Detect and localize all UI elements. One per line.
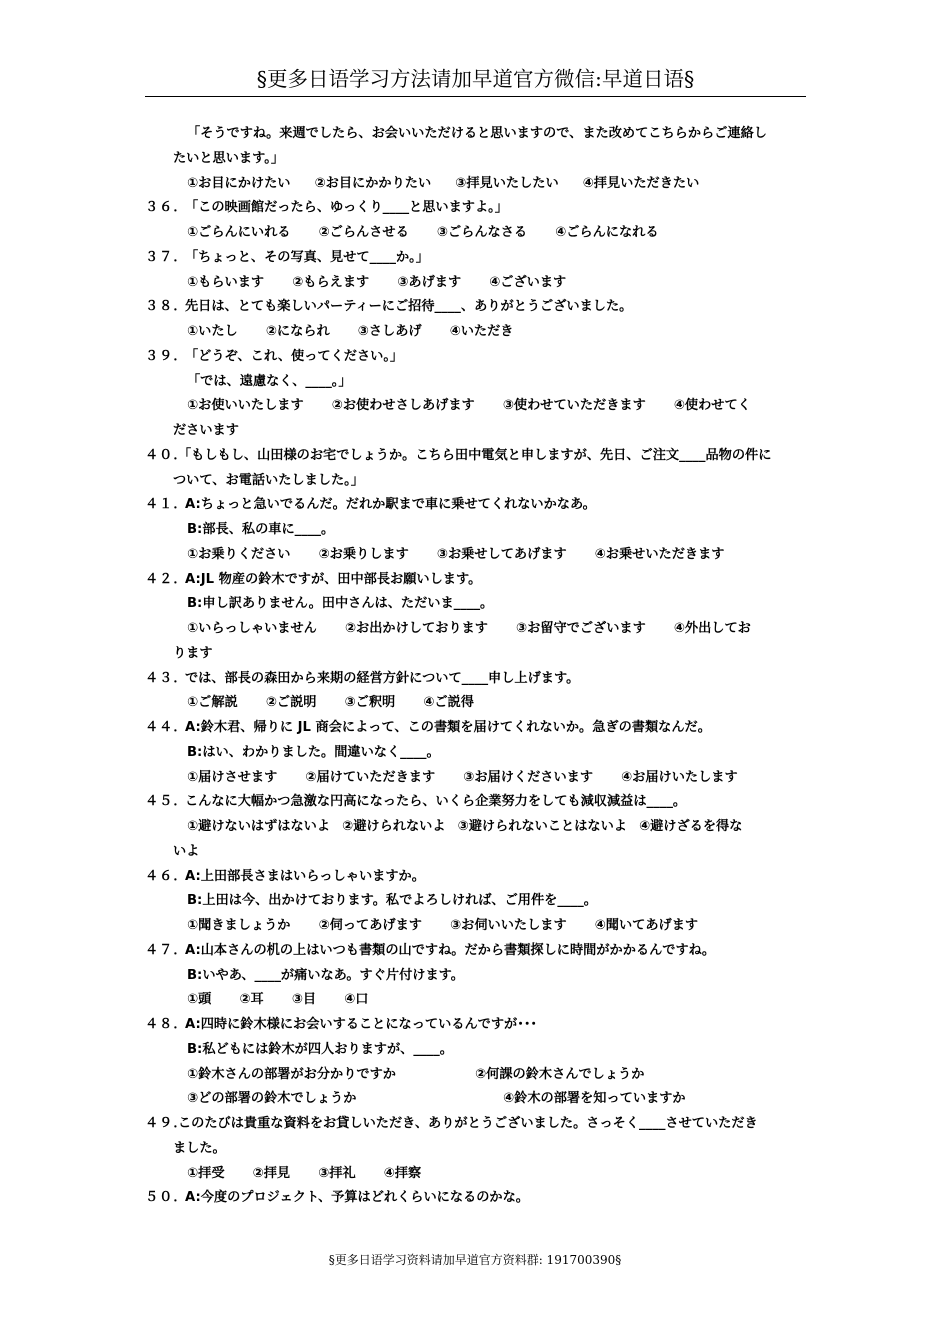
page-header: §更多日语学习方法请加早道官方微信:早道日语§ (256, 67, 695, 91)
q47-dialog: B:いやあ、____が痛いなあ。すぐ片付けます。 (187, 967, 464, 983)
option: ④避けざるを得な (638, 819, 743, 834)
q43-stem (145, 667, 810, 692)
question-number: ４８． (145, 1017, 188, 1032)
q47-stem (145, 939, 810, 964)
question-text: A:今度のプロジェクト、予算はどれくらいになるのかな。 (185, 1190, 529, 1206)
option: ①頭 (187, 992, 212, 1008)
option: ③お届けくださいます (463, 769, 594, 785)
q37-options (145, 271, 810, 296)
option: ①避けないはずはないよ (187, 819, 331, 834)
q41-stem (145, 493, 810, 518)
option: ④外出してお (673, 621, 751, 636)
option: ②お使わせさしあげます (331, 398, 475, 414)
question-list (145, 122, 810, 1211)
option: ④口 (344, 992, 369, 1008)
q41-dialog: B:部長、私の車に____。 (187, 522, 335, 537)
question-number: ４４． (145, 720, 188, 735)
q48-dialog: B:私どもには鈴木が四人おりますが、____。 (187, 1041, 453, 1057)
option: ②ご説明 (265, 695, 317, 711)
question-text: A:上田部長さまはいらっしゃいますか。 (185, 868, 425, 884)
option: ③避けられないことはないよ (457, 819, 627, 834)
q42-options-wrap: ります (173, 645, 213, 661)
q49-stem (145, 1112, 810, 1137)
q44-stem (145, 716, 810, 741)
q35-options (145, 172, 810, 197)
q49-wrap: ました。 (173, 1140, 226, 1156)
option: ④拝見いただきたい (582, 175, 700, 191)
q41-options (145, 543, 810, 568)
q45-options-wrap: いよ (173, 843, 200, 859)
option: ①お目にかけたい (187, 175, 291, 191)
option: ①お使いいたします (187, 398, 304, 414)
question-text: A:四時に鈴木様にお会いすることになっているんですが･･･ (185, 1017, 538, 1032)
option: ③どの部署の鈴木でしょうか (187, 1091, 357, 1107)
q35-dialog-wrap: たいと思います。」 (173, 150, 285, 166)
option: ③拝礼 (318, 1165, 356, 1181)
question-text: 「どうぞ、これ、使ってください。」 (185, 348, 404, 364)
q49-options (145, 1162, 810, 1187)
question-number: ４６． (145, 868, 188, 884)
q39-options (145, 394, 810, 419)
q43-options (145, 691, 810, 716)
q40-wrap: ついて、お電話いたしました。」 (173, 472, 364, 488)
option: ②お出かけしております (344, 621, 488, 636)
question-number: ４２． (145, 571, 188, 587)
option: ③お乗せしてあげます (436, 546, 567, 562)
question-text: 先日は、とても楽しいパーティーにご招待____、ありがとうございました。 (185, 299, 633, 315)
option: ②お目にかかりたい (314, 175, 432, 191)
option: ②届けていただきます (305, 769, 436, 785)
q37-stem (145, 246, 810, 271)
q40-stem (145, 444, 810, 469)
question-text: A:鈴木君、帰りに JL 商会によって、この書類を届けてくれないか。急ぎの書類なんだ。 (185, 720, 711, 735)
option: ①届けさせます (187, 769, 278, 785)
option: ①いらっしゃいません (187, 621, 317, 636)
header-divider (145, 96, 806, 97)
option: ③お伺いいたします (449, 918, 567, 933)
question-number: ３７． (145, 249, 188, 265)
option: ④聞いてあげます (594, 918, 699, 933)
q46-dialog: B:上田は今、出かけております。私でよろしければ、ご用件を____。 (187, 893, 597, 909)
q50-stem (145, 1186, 810, 1211)
q45-stem (145, 790, 810, 815)
option: ①聞きましょうか (187, 918, 291, 933)
option: ①鈴木さんの部署がお分かりですか (187, 1066, 396, 1082)
option: ④お乗せいただきます (594, 546, 725, 562)
option: ④お届けいたします (621, 769, 738, 785)
option: ③さしあげ (357, 324, 422, 339)
question-text: では、部長の森田から来期の経営方針について____申し上げます。 (185, 670, 580, 686)
question-text: 「この映画館だったら、ゆっくり____と思いますよ。」 (185, 200, 508, 216)
option: ④使わせてく (673, 398, 751, 414)
q48-options-row1 (145, 1063, 810, 1088)
question-number: ４９． (145, 1116, 188, 1131)
question-text: 「ちょっと、その写真、見せて____か。」 (185, 249, 429, 265)
q42-dialog: B:申し訳ありません。田中さんは、ただいま____。 (187, 596, 494, 612)
option: ④拝察 (383, 1165, 422, 1181)
page-footer: §更多日语学习资料请加早道官方资料群: 191700390§ (328, 1253, 622, 1267)
option: ②耳 (239, 992, 264, 1008)
q46-stem (145, 865, 810, 890)
question-text: 「もしもし、山田様のお宅でしょうか。こちら田中電気と申しますが、先日、ご注文____品物の件に (178, 447, 772, 463)
option: ①もらいます (187, 274, 265, 290)
option: ③ご釈明 (344, 695, 396, 711)
question-number: ３６． (145, 200, 188, 216)
option: ②ごらんさせる (318, 225, 409, 240)
q48-options-row2 (145, 1087, 810, 1112)
option: ③使わせていただきます (502, 398, 646, 414)
q45-options (145, 815, 810, 840)
q39-stem (145, 345, 810, 370)
q47-options (145, 988, 810, 1013)
option: ②もらえます (292, 274, 370, 290)
option: ③あげます (397, 274, 462, 290)
q46-options (145, 914, 810, 939)
q42-stem (145, 568, 810, 593)
q35-dialog-line: 「そうですね。来週でしたら、お会いいただけると思いますので、また改めてこちらからご連絡し (187, 126, 767, 141)
question-text: このたびは貴重な資料をお貸しいただき、ありがとうございました。さっそく____させていただき (178, 1116, 758, 1131)
option: ②になられ (265, 324, 330, 339)
option: ③目 (291, 992, 317, 1008)
option: ③拝見いたしたい (455, 175, 559, 191)
question-number: ３９． (145, 348, 188, 364)
q44-options (145, 766, 810, 791)
q36-options (145, 221, 810, 246)
option: ③ごらんなさる (436, 225, 528, 240)
q42-options (145, 617, 810, 642)
option: ④鈴木の部署を知っていますか (503, 1091, 686, 1107)
option: ①拝受 (187, 1165, 225, 1181)
option: ①ごらんにいれる (187, 225, 291, 240)
question-number: ４７． (145, 942, 188, 958)
question-number: ５０． (145, 1190, 188, 1206)
q44-dialog: B:はい、わかりました。間違いなく____。 (187, 744, 440, 760)
q38-stem (145, 295, 810, 320)
q39-options-wrap: ださいます (173, 423, 239, 438)
question-number: ４１． (145, 497, 188, 513)
q36-stem (145, 196, 810, 221)
option: ④ございます (489, 274, 567, 290)
question-number: ３８． (145, 299, 188, 315)
question-text: A:JL 物産の鈴木ですが、田中部長お願いします。 (185, 571, 482, 587)
option: ②避けられないよ (342, 819, 446, 834)
option: ②お乗りします (318, 546, 409, 562)
option: ②何課の鈴木さんでしょうか (475, 1066, 645, 1082)
question-text: A:ちょっと急いでるんだ。だれか駅まで車に乗せてくれないかなあ。 (185, 497, 596, 513)
q38-options (145, 320, 810, 345)
option: ④ご説得 (423, 695, 474, 711)
option: ②拝見 (252, 1165, 291, 1181)
question-text: A:山本さんの机の上はいつも書類の山ですね。だから書類探しに時間がかかるんですね。 (185, 942, 716, 958)
q48-stem (145, 1013, 810, 1038)
option: ①いたし (187, 324, 238, 339)
option: ④ごらんになれる (555, 225, 659, 240)
question-text: こんなに大幅かつ急激な円高になったら、いくら企業努力をしても減収減益は____。 (185, 794, 687, 810)
option: ②伺ってあげます (318, 918, 422, 933)
question-number: ４０． (145, 447, 188, 463)
option: ③お留守でございます (515, 621, 646, 636)
option: ①お乗りください (187, 546, 291, 562)
option: ①ご解説 (187, 695, 238, 711)
question-number: ４５． (145, 794, 188, 810)
question-number: ４３． (145, 670, 188, 686)
option: ④いただき (449, 324, 514, 339)
q39-dialog: 「では、遠慮なく、____。」 (187, 373, 352, 389)
